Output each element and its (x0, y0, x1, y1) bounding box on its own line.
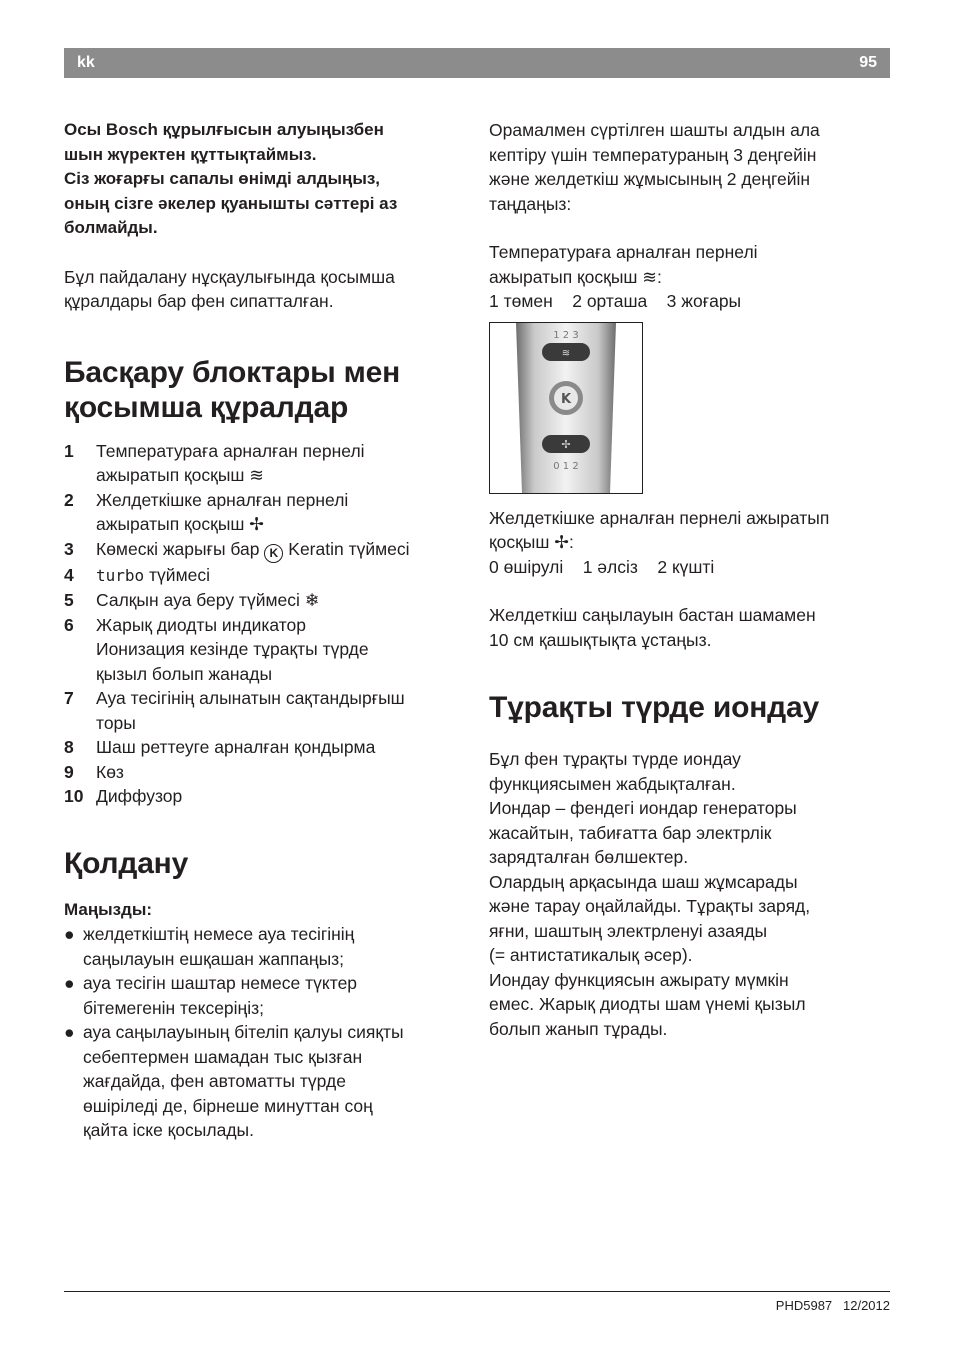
keratin-icon: K (264, 544, 283, 563)
fan-scale-numbers: 0 1 2 (553, 460, 579, 472)
text-line: жасайтын, табиғатта бар электрлік (489, 822, 772, 843)
item-number: 9 (64, 761, 74, 782)
page-header (64, 48, 890, 78)
page-number: 95 (859, 54, 877, 71)
text-line: кептіру үшін температураның 3 деңгейін (489, 144, 817, 165)
fan-icon: ✢ (561, 437, 571, 451)
temperature-switch-text (489, 240, 889, 314)
list-item (64, 588, 464, 613)
important-bullets (64, 922, 464, 1143)
text-line: (= антистатикалық әсер). (489, 945, 693, 965)
bullet-line: желдеткіштің немесе ауа тесігінің (83, 924, 355, 944)
intro-line: оның сізге әкелер қуанышты сәттері аз (64, 193, 398, 213)
heading-use: Қолдану (64, 846, 189, 880)
text-line: 10 см қашықтықта ұстаңыз. (489, 629, 712, 650)
text-line: функциясымен жабдықталған. (489, 773, 736, 794)
language-code: kk (77, 54, 95, 71)
page-footer (776, 1298, 890, 1313)
text-line: болып жанып тұрады. (489, 1018, 668, 1039)
text-line: Иондау функциясын ажырату мүмкін (489, 969, 789, 990)
intro-line: шын жүректен құттықтаймыз. (64, 144, 317, 164)
item-number: 4 (64, 564, 74, 585)
item-line: Желдеткішке арналған пернелі (96, 489, 349, 510)
item-line: қызыл болып жанады (96, 663, 273, 684)
text-line: емес. Жарық диодты шам үнемі қызыл (489, 994, 806, 1014)
text-line: ажыратып қосқыш ≋: (489, 266, 662, 287)
temperature-levels: 1 төмен 2 орташа 3 жоғары (489, 291, 742, 311)
right-column (489, 118, 889, 1041)
intro-bold (64, 118, 464, 241)
item-line: Ауа тесігінің алынатын сақтандырғыш (96, 688, 405, 708)
item-line: ажыратып қосқыш ≋ (96, 465, 264, 485)
intro-line: Сіз жоғарғы сапалы өнімді алдыңыз, (64, 169, 381, 188)
item-line: Шаш реттеуге арналған қондырма (96, 737, 376, 757)
bullet-line: ауа саңылауының бітеліп қалуы сияқты (83, 1022, 404, 1042)
text-line: және тарау оңайлайды. Тұрақты заряд, (489, 896, 811, 916)
text-line: Температураға арналған пернелі (489, 242, 758, 262)
dryer-controls-illustration (490, 323, 642, 493)
item-text: Keratin түймесі (288, 538, 410, 559)
intro-text (64, 265, 464, 314)
item-number: 3 (64, 538, 74, 559)
item-line: Ионизация кезінде тұрақты түрде (96, 639, 369, 659)
text-line: зарядталған бөлшектер. (489, 847, 689, 867)
levels-intro (489, 118, 889, 216)
item-line: Диффузор (96, 786, 183, 806)
item-line: Салқын ауа беру түймесі ❄ (96, 590, 320, 610)
fan-switch-text (489, 506, 889, 580)
bullet-line: ауа тесігін шаштар немесе түктер (83, 973, 358, 993)
bullet-line: қайта іске қосылады. (83, 1120, 254, 1140)
bullet-line: бітемегенін тексеріңіз; (83, 997, 264, 1018)
ionization-text (489, 747, 889, 1041)
control-panel-photo (489, 322, 643, 494)
bullet-line: жағдайда, фен автоматты түрде (83, 1071, 346, 1091)
bullet-dot: ● (64, 1022, 75, 1042)
bullet-line: себептермен шамадан тыс қызған (83, 1046, 363, 1067)
temp-scale-numbers: 1 2 3 (553, 329, 579, 341)
footer-divider (64, 1291, 890, 1292)
text-line: Желдеткіш саңылауын бастан шамамен (489, 605, 816, 625)
list-item (64, 760, 464, 785)
heading-line: қосымша құралдар (64, 390, 349, 424)
text-line: Бұл фен тұрақты түрде иондау (489, 749, 741, 769)
item-text: түймесі (149, 564, 210, 585)
distance-text (489, 603, 889, 652)
bullet-item (64, 1020, 464, 1143)
item-number: 2 (64, 489, 74, 510)
intro-line: құралдары бар фен сипатталған. (64, 291, 334, 311)
bullet-item (64, 922, 464, 971)
item-line: Жарық диодты индикатор (96, 614, 307, 635)
text-line: яғни, шаштың электрленуі азаяды (489, 920, 768, 941)
fan-levels: 0 өшірулі 1 әлсіз 2 күшті (489, 556, 715, 577)
intro-line: Бұл пайдалану нұсқаулығында қосымша (64, 266, 395, 287)
bullet-dot: ● (64, 973, 75, 993)
heading-controls (64, 355, 464, 425)
item-number: 6 (64, 614, 74, 635)
parts-list (64, 439, 464, 809)
text-line: және желдеткіш жұмысының 2 деңгейін (489, 169, 811, 189)
left-column (64, 118, 464, 1143)
text-line: қосқыш ✢: (489, 532, 574, 552)
bullet-item (64, 971, 464, 1020)
text-line: Желдеткішке арналған пернелі ажыратып (489, 507, 830, 528)
list-item (64, 563, 464, 589)
item-line: торы (96, 712, 136, 733)
intro-line: болмайды. (64, 218, 158, 237)
item-number: 8 (64, 737, 74, 757)
heading-ionization: Тұрақты түрде иондау (489, 691, 819, 724)
text-line: Орамалмен сүртілген шашты алдын ала (489, 120, 820, 140)
bullet-dot: ● (64, 924, 75, 944)
list-item (64, 537, 464, 563)
list-item (64, 784, 464, 809)
model-number: PHD5987 (775, 1298, 833, 1313)
item-line: Температураға арналған пернелі (96, 440, 365, 461)
text-line: Олардың арқасында шаш жұмсарады (489, 871, 798, 892)
important-label: Маңызды: (64, 899, 153, 919)
turbo-label: turbo (96, 565, 145, 585)
item-number: 10 (64, 786, 84, 806)
text-line: таңдаңыз: (489, 193, 572, 214)
bullet-line: өшіріледі де, бірнеше минуттан соң (83, 1095, 373, 1116)
item-line: ажыратып қосқыш ✢ (96, 514, 264, 534)
item-text: Көмескі жарығы бар (96, 538, 260, 559)
heading-line: Басқару блоктары мен (64, 355, 401, 389)
bullet-line: саңылауын ешқашан жаппаңыз; (83, 948, 345, 969)
keratin-icon: K (560, 391, 572, 407)
item-number: 1 (64, 440, 74, 461)
intro-line: Осы Bosch құрылғысын алуыңызбен (64, 120, 384, 139)
heat-icon: ≋ (561, 347, 571, 359)
list-item (64, 613, 464, 687)
edition-date: 12/2012 (843, 1298, 890, 1313)
item-number: 7 (64, 688, 74, 708)
list-item (64, 488, 464, 537)
list-item (64, 439, 464, 488)
item-number: 5 (64, 590, 74, 610)
list-item (64, 735, 464, 760)
list-item (64, 686, 464, 735)
item-line: Көз (96, 761, 124, 782)
text-line: Иондар – фендегі иондар генераторы (489, 798, 797, 818)
